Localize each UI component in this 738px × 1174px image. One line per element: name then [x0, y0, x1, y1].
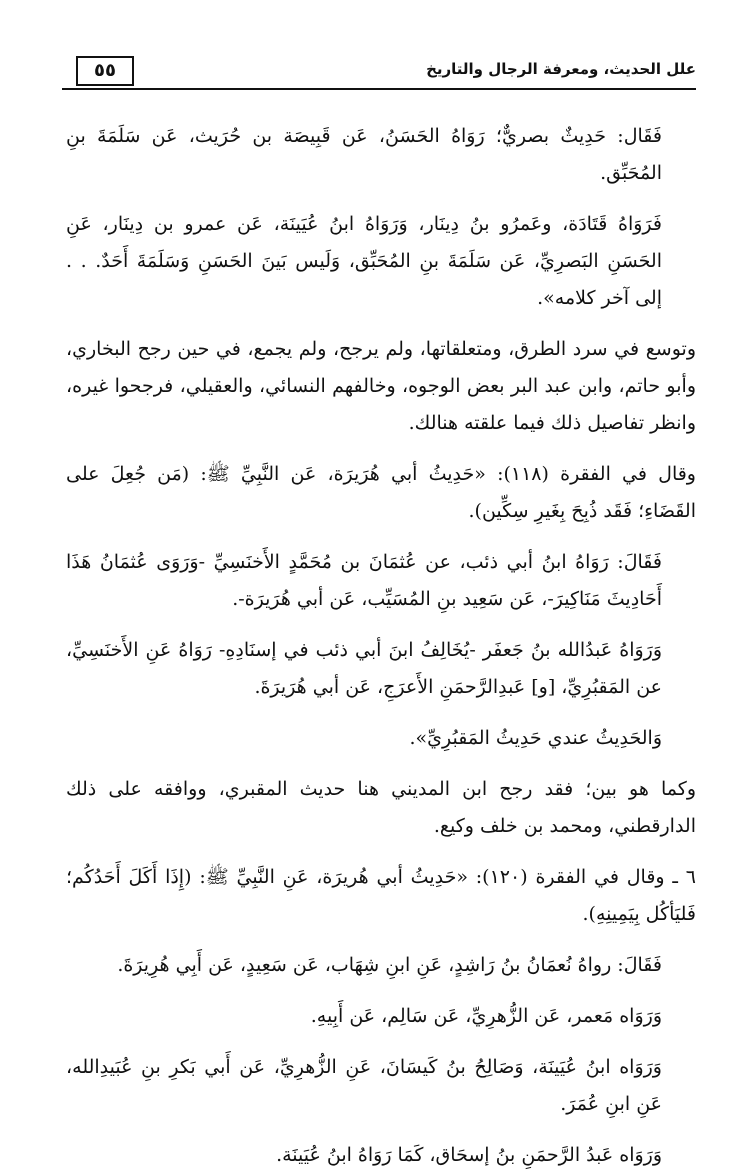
page-header: [62, 52, 696, 90]
paragraph-3: وتوسع في سرد الطرق، ومتعلقاتها، ولم يرجح، ولم يجمع، في حين رجح البخاري، وأبو حاتم، وابن عبد البر بعض الوجوه، وخالفهم النسائي، والعقيلي، فرجحوا غيره، وانظر تفاصيل ذلك فيما علقته هنالك.: [66, 338, 696, 434]
paragraph-2: فَرَوَاهُ قَتَادَة، وعَمرُو بنُ دِينَار، وَرَوَاهُ ابنُ عُيَينَة، عَن عمرو بن دِينَار، عَنِ الحَسَنِ البَصرِيِّ، عَن سَلَمَةَ بنِ المُحَبِّق، وَلَيس بَينَ الحَسَنِ وَسَلَمَةَ أَحَدٌ. . . إلى آخر كلامه».: [66, 213, 662, 309]
paragraph-10: فَقَالَ: رواهُ نُعمَانُ بنُ رَاشِدٍ، عَنِ ابنِ شِهَاب، عَن سَعِيدٍ، عَن أَبِي هُرِيرَةَ.: [117, 954, 662, 976]
paragraph-7: وَالحَدِيثُ عندي حَدِيثُ المَقبُرِيِّ».: [409, 727, 662, 749]
paragraph-11: وَرَوَاه مَعمر، عَن الزُّهرِيِّ، عَن سَالِم، عَن أَبِيهِ.: [310, 1005, 662, 1027]
page-body: [66, 118, 696, 1174]
paragraph-1: فَقَال: حَدِيثٌ بصريٌّ؛ رَوَاهُ الحَسَنُ، عَن قَبِيصَة بن حُرَيث، عَن سَلَمَةَ بنِ المُحَبِّق.: [66, 125, 662, 184]
paragraph-9: ٦ ـ وقال في الفقرة (١٢٠): «حَدِيثُ أبي هُريرَة، عَنِ النَّبِيِّ ﷺ: (إِذَا أَكَلَ أَحَدُكُم؛ فَليَأكُل بِيَمِينِهِ).: [66, 866, 696, 925]
page-number: ٥٥: [76, 56, 134, 86]
paragraph-8: وكما هو بين؛ فقد رجح ابن المديني هنا حديث المقبري، ووافقه على ذلك الدارقطني، ومحمد بن خلف وكيع.: [66, 778, 696, 837]
paragraph-4: وقال في الفقرة (١١٨): «حَدِيثُ أبي هُرَيرَة، عَن النَّبِيِّ ﷺ: (مَن جُعِلَ على القَضَاءِ؛ فَقَد ذُبِحَ بِغَيرِ سِكِّين).: [66, 463, 696, 522]
paragraph-12: وَرَوَاه ابنُ عُيَينَة، وَصَالِحُ بنُ كَيسَانَ، عَنِ الزُّهرِيِّ، عَن أَبي بَكرِ بنِ عُبَيدِالله، عَنِ ابنِ عُمَرَ.: [66, 1056, 662, 1115]
running-title: علل الحديث، ومعرفة الرجال والتاريخ: [426, 60, 696, 78]
paragraph-5: فَقَالَ: رَوَاهُ ابنُ أبي ذئب، عن عُثمَانَ بن مُحَمَّدٍ الأَخنَسِيِّ -وَرَوَى عُثمَانُ هَذَا أَحَادِيثَ مَنَاكِيرَ-، عَن سَعِيد بنِ المُسَيِّب، عَن أبي هُرَيرَة-.: [66, 551, 662, 610]
paragraph-13: وَرَوَاه عَبدُ الرَّحمَنِ بنُ إسحَاق، كَمَا رَوَاهُ ابنُ عُيَينَة.: [276, 1144, 662, 1166]
paragraph-6: وَرَوَاهُ عَبدُالله بنُ جَعفَر -يُخَالِفُ ابنَ أبي ذئب في إسنَادِهِ- رَوَاهُ عَنِ الأَخنَسِيِّ، عن المَقبُرِيِّ، [و] عَبدِالرَّحمَنِ الأَعرَجِ، عَن أبي هُرَيرَةَ.: [66, 639, 662, 698]
